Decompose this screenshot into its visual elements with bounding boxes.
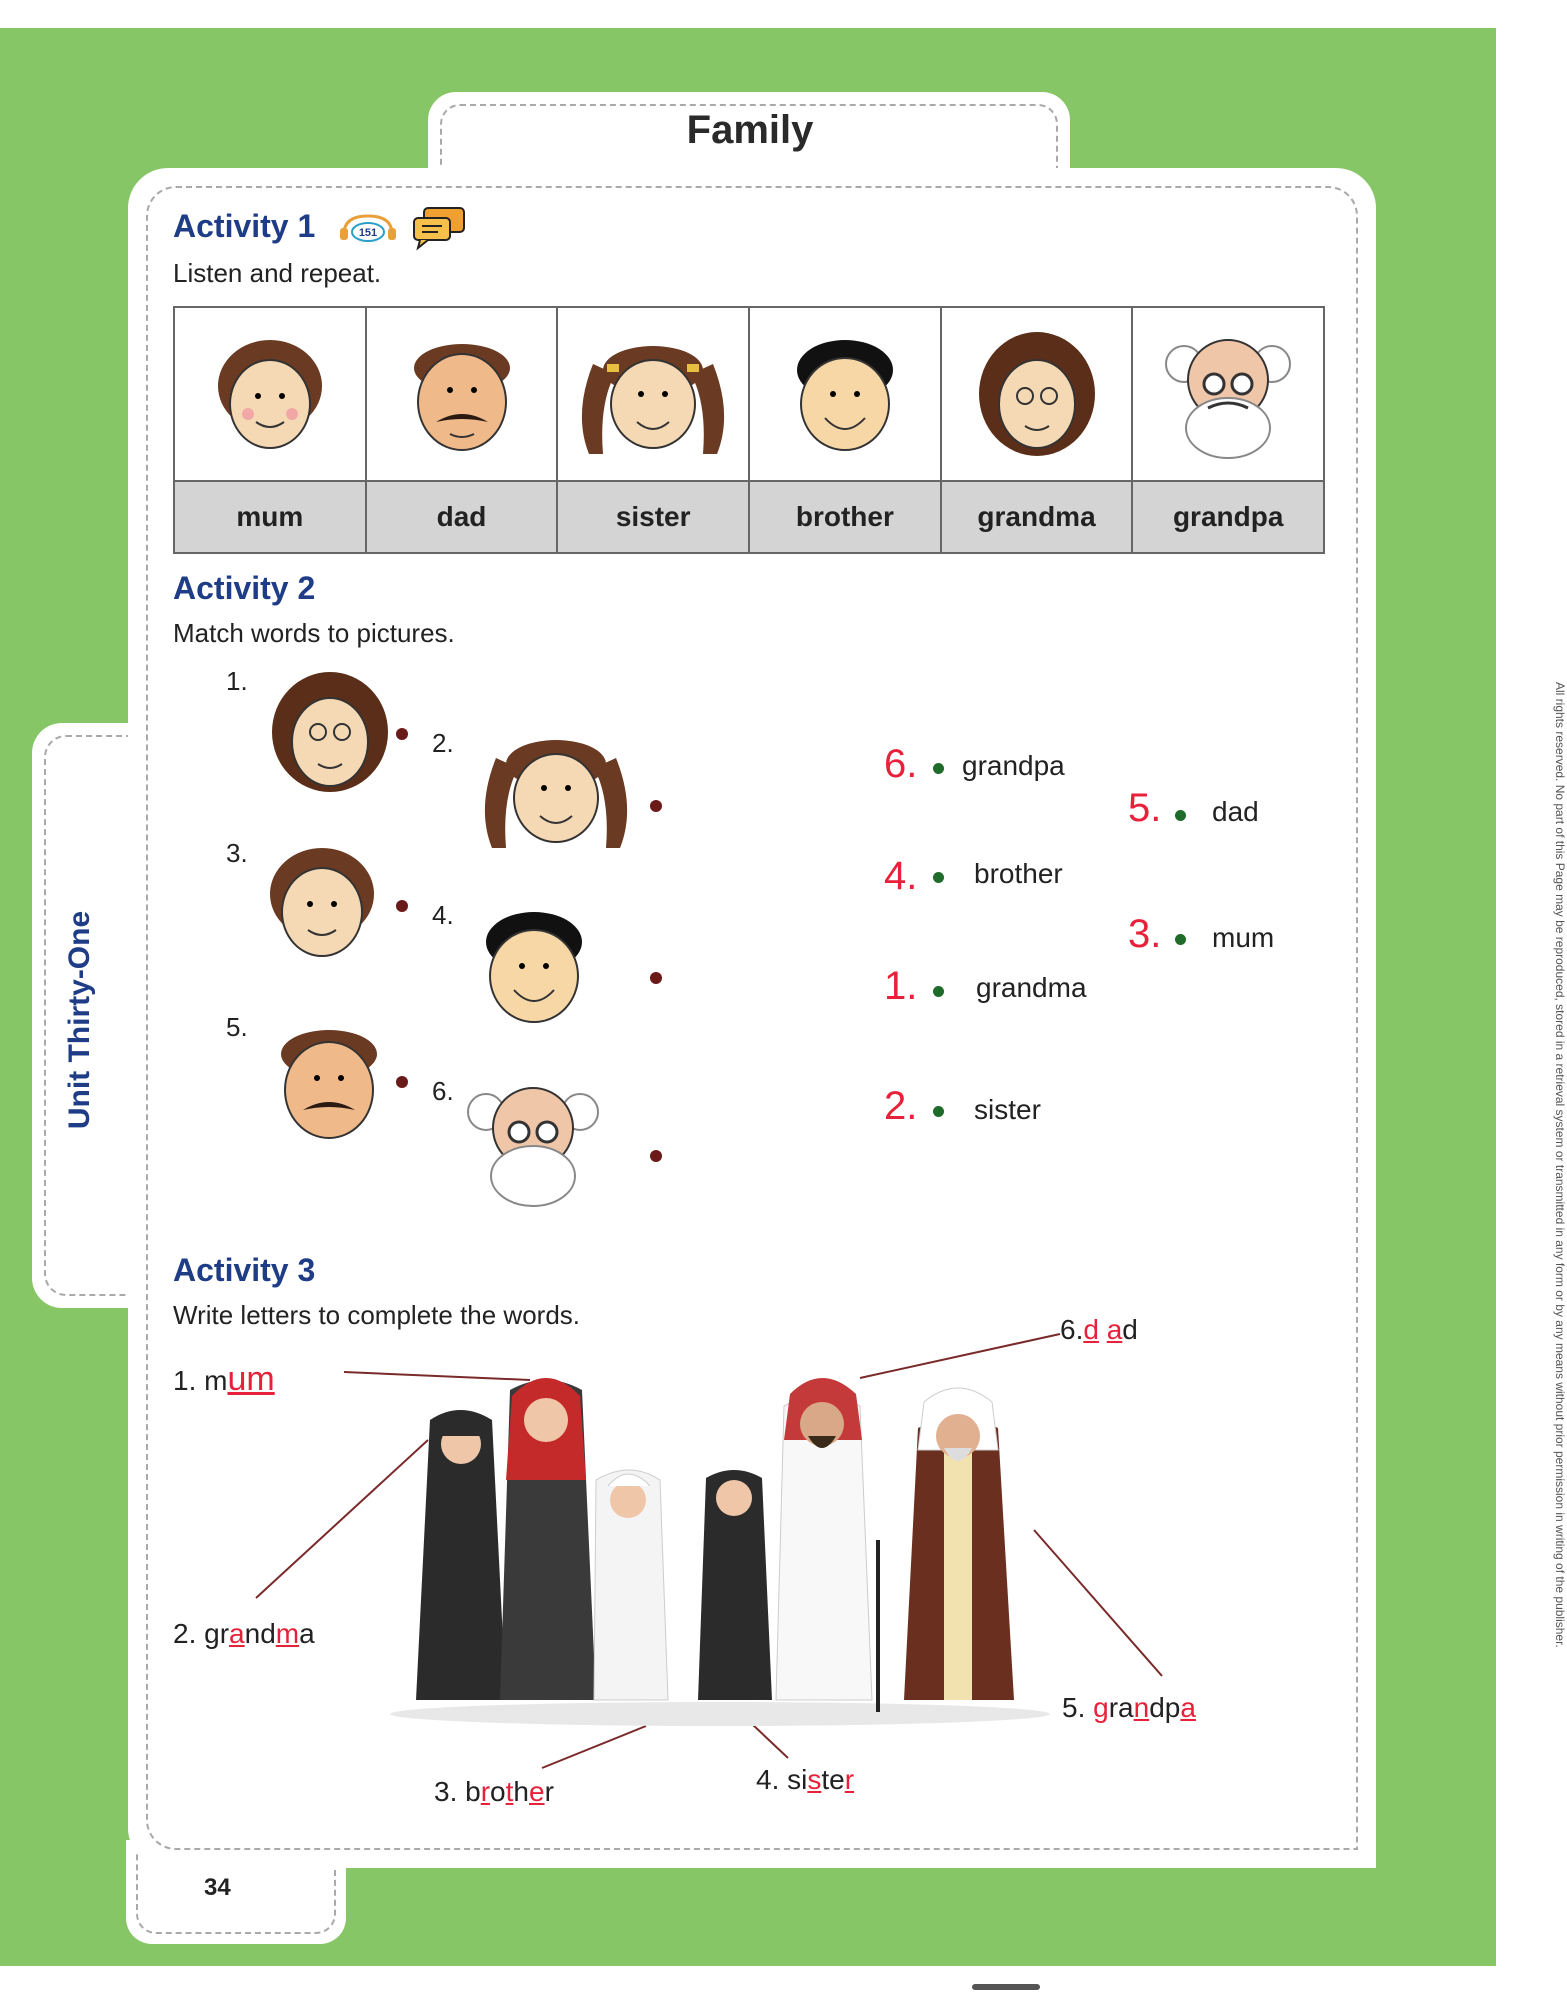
answer-letter[interactable]: e	[528, 1776, 545, 1807]
page-title: Family	[686, 108, 814, 152]
match-word: dad	[1212, 796, 1259, 827]
activity3-instruction: Write letters to complete the words.	[173, 1300, 581, 1330]
answer-number: 2.	[884, 1084, 918, 1128]
answer-letter[interactable]: s	[807, 1764, 822, 1795]
label-grandpa: grandpa	[1133, 482, 1323, 552]
answer-number: 1.	[884, 964, 918, 1008]
answer-letter[interactable]: n	[1133, 1692, 1150, 1723]
answer-number: 3.	[1128, 912, 1162, 956]
word-grandma: 2. grandma	[173, 1618, 315, 1649]
match-number: 1.	[226, 666, 248, 696]
label-sister: sister	[558, 482, 748, 552]
activity1-heading: Activity 1	[173, 208, 316, 244]
match-number: 2.	[432, 728, 454, 758]
answer-letter[interactable]: r	[844, 1764, 855, 1795]
activity2-heading: Activity 2	[173, 570, 316, 606]
rights-notice: All rights reserved. No part of this Page may be reproduced, stored in a retrieval system or transmitted in any form or by any means without prior permission in writing of the publisher.	[1553, 682, 1567, 1648]
answer-letter[interactable]: t	[505, 1776, 514, 1807]
page-number: 34	[204, 1874, 231, 1901]
activity1-instruction: Listen and repeat.	[173, 258, 382, 288]
answer-letter[interactable]: a	[229, 1618, 245, 1649]
answer-number: 5.	[1128, 786, 1162, 830]
label-dad: dad	[367, 482, 557, 552]
answer-letter[interactable]: g	[1093, 1692, 1109, 1723]
answer-letter[interactable]: r	[480, 1776, 491, 1807]
activity2-instruction: Match words to pictures.	[173, 618, 455, 648]
word-grandpa: 5. grandpa	[1062, 1692, 1196, 1723]
match-number: 6.	[432, 1076, 454, 1106]
track-number: 151	[358, 227, 378, 239]
match-word: sister	[974, 1094, 1041, 1125]
unit-label: Unit Thirty-One	[63, 910, 96, 1130]
word-sister: 4. sister	[756, 1764, 855, 1795]
match-word: brother	[974, 858, 1063, 889]
answer-letter[interactable]: m	[275, 1618, 300, 1649]
match-number: 3.	[226, 838, 248, 868]
word-dad: 6.d ad	[1060, 1314, 1138, 1345]
match-word: grandpa	[962, 750, 1065, 781]
label-mum: mum	[175, 482, 365, 552]
label-grandma: grandma	[942, 482, 1132, 552]
answer-number: 6.	[884, 742, 918, 786]
scroll-indicator	[972, 1984, 1040, 1990]
match-word: mum	[1212, 922, 1275, 953]
answer-letter[interactable]: d	[1083, 1314, 1099, 1345]
answer-letter[interactable]: a	[1180, 1692, 1196, 1723]
answer-number: 4.	[884, 854, 918, 898]
word-mum: 1. mum	[173, 1360, 275, 1398]
answer-letter[interactable]: a	[1106, 1314, 1123, 1345]
match-word: grandma	[976, 972, 1087, 1003]
match-number: 5.	[226, 1012, 248, 1042]
match-number: 4.	[432, 900, 454, 930]
activity3-heading: Activity 3	[173, 1252, 316, 1288]
word-brother: 3. brother	[434, 1776, 554, 1807]
answer-letters[interactable]: um	[227, 1360, 275, 1398]
label-brother: brother	[750, 482, 940, 552]
